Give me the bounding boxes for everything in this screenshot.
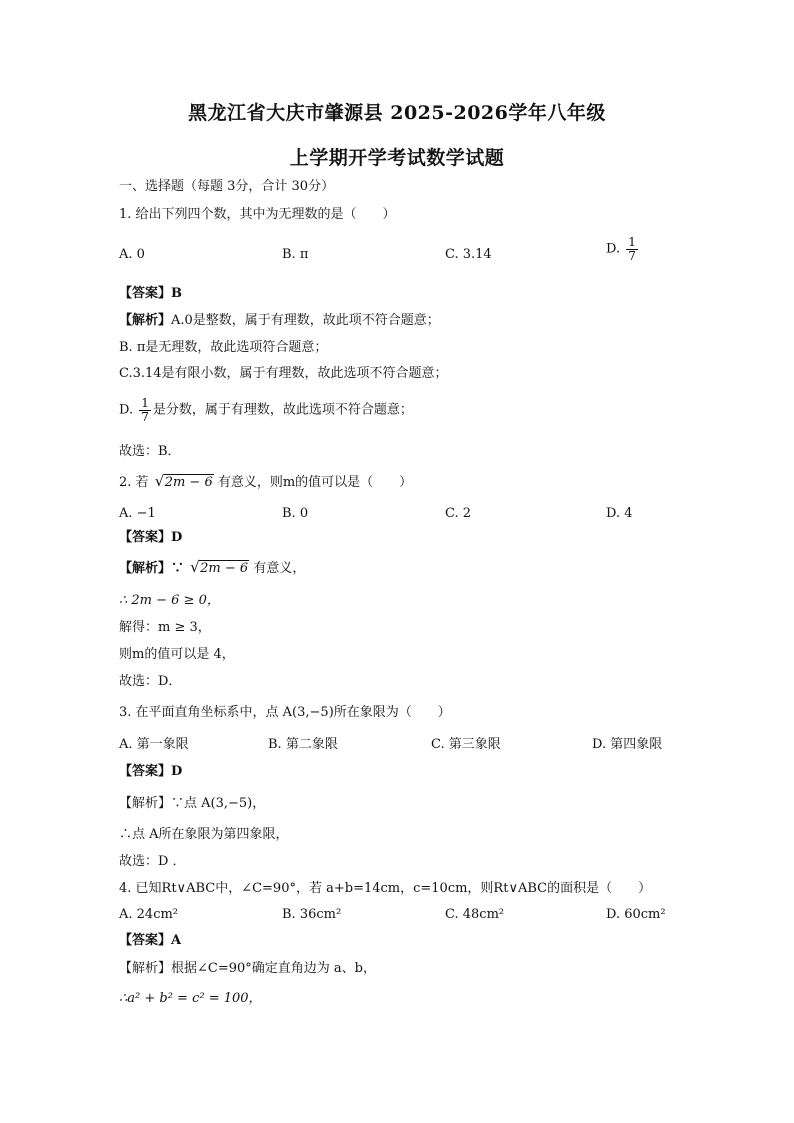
q4-option-b: B. 36cm²	[282, 907, 342, 922]
q2-option-b: B. 0	[282, 506, 309, 521]
q2-option-a: A. −1	[119, 506, 156, 521]
analysis-suffix: 是分数，属于有理数，故此选项不符合题意；	[152, 402, 413, 418]
q3-analysis-2: ∴点 A所在象限为第四象限，	[119, 827, 289, 842]
title-line-1: 黑龙江省大庆市肇源县 2025-2026学年八年级	[188, 102, 606, 124]
sqrt-symbol-icon: √	[154, 472, 165, 490]
q2-stem-suffix: 有意义，则m的值可以是（ ）	[217, 475, 413, 490]
q3-option-a: A. 第一象限	[119, 737, 189, 752]
q4-option-d: D. 60cm²	[606, 907, 666, 922]
q1-analysis-3: C.3.14是有限小数，属于有理数，故此选项不符合题意；	[119, 366, 448, 381]
q3-option-d: D. 第四象限	[592, 737, 663, 752]
q2-stem-prefix: 2. 若	[119, 475, 149, 490]
section-heading: 一、选择题（每题 3分，合计 30分）	[119, 179, 335, 194]
q2-analysis	[119, 560, 305, 578]
fraction-denominator: 7	[628, 249, 636, 263]
analysis-suffix: 有意义，	[253, 561, 306, 576]
analysis-fraction	[139, 397, 151, 424]
q1-option-b: B. π	[282, 247, 309, 262]
q2-step-1: ∴ 2m − 6 ≥ 0，	[119, 593, 220, 608]
sqrt-radicand: 2m − 6	[164, 475, 213, 490]
fraction-numerator: 1	[141, 396, 149, 410]
q3-answer: 【答案】D	[119, 764, 183, 779]
sqrt-radicand: 2m − 6	[200, 561, 249, 576]
analysis-prefix: D.	[119, 402, 134, 418]
q3-choose: 故选：D ．	[119, 854, 186, 869]
q1-option-d-label: D.	[606, 241, 621, 257]
analysis-prefix: 【解析】∵	[119, 561, 185, 576]
q2-sqrt	[155, 474, 214, 492]
q4-option-a: A. 24cm²	[119, 907, 179, 922]
q4-analysis-1: 【解析】根据∠C=90°确定直角边为 a、b，	[119, 961, 376, 976]
q2-choose: 故选：D．	[119, 674, 182, 689]
sqrt-symbol-icon: √	[190, 558, 200, 576]
q4-analysis-2: ∴a² + b² = c² = 100，	[119, 991, 262, 1006]
analysis-text: A.0是整数，属于有理数，故此项不符合题意；	[171, 313, 440, 328]
q3-stem: 3. 在平面直角坐标系中，点 A(3,−5)所在象限为（ ）	[119, 705, 451, 720]
q1-option-d	[606, 236, 640, 263]
q4-option-c: C. 48cm²	[445, 907, 505, 922]
q1-choose: 故选：B．	[119, 444, 181, 459]
fraction-numerator: 1	[628, 235, 636, 249]
q2-option-c: C. 2	[445, 506, 472, 521]
q2-step-2: 解得：m ≥ 3，	[119, 620, 211, 635]
q2-stem	[119, 474, 412, 492]
q3-analysis-1: 【解析】∵点 A(3,−5)，	[119, 796, 266, 811]
fraction-denominator: 7	[141, 410, 149, 424]
q1-option-d-fraction	[626, 236, 638, 263]
title-line-2: 上学期开学考试数学试题	[289, 147, 505, 169]
q2-option-d: D. 4	[606, 506, 633, 521]
q3-option-c: C. 第三象限	[431, 737, 501, 752]
q1-option-a: A. 0	[119, 247, 145, 262]
q2-answer: 【答案】D	[119, 530, 183, 545]
q1-option-c: C. 3.14	[445, 247, 492, 262]
q2-analysis-sqrt	[190, 560, 249, 578]
q3-option-b: B. 第二象限	[268, 737, 338, 752]
q1-answer: 【答案】B	[119, 286, 182, 301]
q4-stem: 4. 已知Rt∨ABC中，∠C=90°，若 a+b=14cm，c=10cm，则Rt∨ABC的面积是（ ）	[119, 881, 652, 896]
analysis-label: 【解析】	[119, 313, 172, 328]
q1-stem: 1. 给出下列四个数，其中为无理数的是（ ）	[119, 207, 396, 222]
q1-analysis-1	[119, 312, 440, 330]
q1-analysis-2: B. π是无理数，故此选项符合题意；	[119, 340, 328, 355]
q1-analysis-4	[119, 397, 413, 424]
q2-step-3: 则m的值可以是 4，	[119, 647, 235, 662]
q4-answer: 【答案】A	[119, 933, 182, 948]
